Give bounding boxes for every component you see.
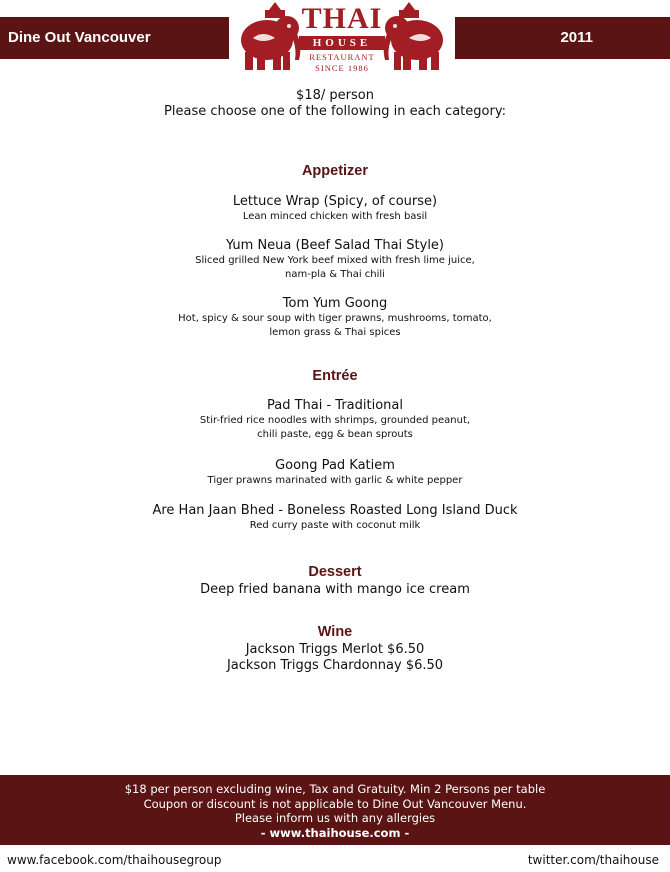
item-description: Lean minced chicken with fresh basil [242,211,428,222]
section-entree [0,366,670,533]
wine-line: Jackson Triggs Merlot $6.50 [245,642,425,657]
twitter-link[interactable]: twitter.com/thaihouse [527,853,659,867]
footer-bar [0,775,670,845]
item-name: Lettuce Wrap (Spicy, of course) [232,194,438,209]
footer-coupon-note: Coupon or discount is not applicable to Dine Out Vancouver Menu. [143,796,527,811]
menu-item [0,503,670,533]
menu-item [0,238,670,282]
section-wine [0,622,670,674]
wine-line: Jackson Triggs Chardonnay $6.50 [226,658,444,673]
menu-instructions: Please choose one of the following in each category: [164,104,506,119]
section-title: Appetizer [301,163,369,179]
item-description: Sliced grilled New York beef mixed with fresh lime juice, nam-pla & Thai chili [195,255,475,280]
logo-title: THAI [301,2,383,35]
menu-item [0,296,670,340]
logo-since: SINCE 1986 [315,63,369,73]
item-description: Tiger prawns marinated with garlic & white pepper [207,475,463,486]
facebook-link[interactable]: www.facebook.com/thaihousegroup [7,853,222,867]
item-name: Pad Thai - Traditional [266,398,403,413]
section-title: Entrée [312,368,358,384]
dessert-line: Deep fried banana with mango ice cream [200,582,470,597]
section-title: Dessert [308,564,362,580]
footer-pricing-note: $18 per person excluding wine, Tax and Gratuity. Min 2 Persons per table [124,782,546,796]
website-link[interactable]: - www.thaihouse.com - [260,825,410,840]
logo-restaurant: RESTAURANT [309,52,375,62]
item-name: Yum Neua (Beef Salad Thai Style) [225,238,445,253]
menu-item [0,458,670,488]
item-description: Red curry paste with coconut milk [249,520,421,531]
item-description: Stir-fried rice noodles with shrimps, grounded peanut, chili paste, egg & bean sprouts [199,415,471,440]
menu-item [0,398,670,442]
item-name: Goong Pad Katiem [275,458,395,473]
section-title: Wine [317,624,353,640]
menu-price: $18/ person [296,88,374,103]
menu-content [0,88,670,674]
event-year: 2011 [560,29,593,46]
event-name: Dine Out Vancouver [8,29,151,46]
section-appetizer [0,161,670,340]
section-dessert [0,562,670,598]
logo-subtitle: HOUSE [299,36,385,50]
menu-item [0,194,670,224]
item-description: Hot, spicy & sour soup with tiger prawns, mushrooms, tomato, lemon grass & Thai spices [178,313,492,338]
footer-allergy-note: Please inform us with any allergies [234,811,436,825]
thai-house-logo [229,0,455,80]
item-name: Are Han Jaan Bhed - Boneless Roasted Long Island Duck [152,503,518,518]
item-name: Tom Yum Goong [282,296,388,311]
